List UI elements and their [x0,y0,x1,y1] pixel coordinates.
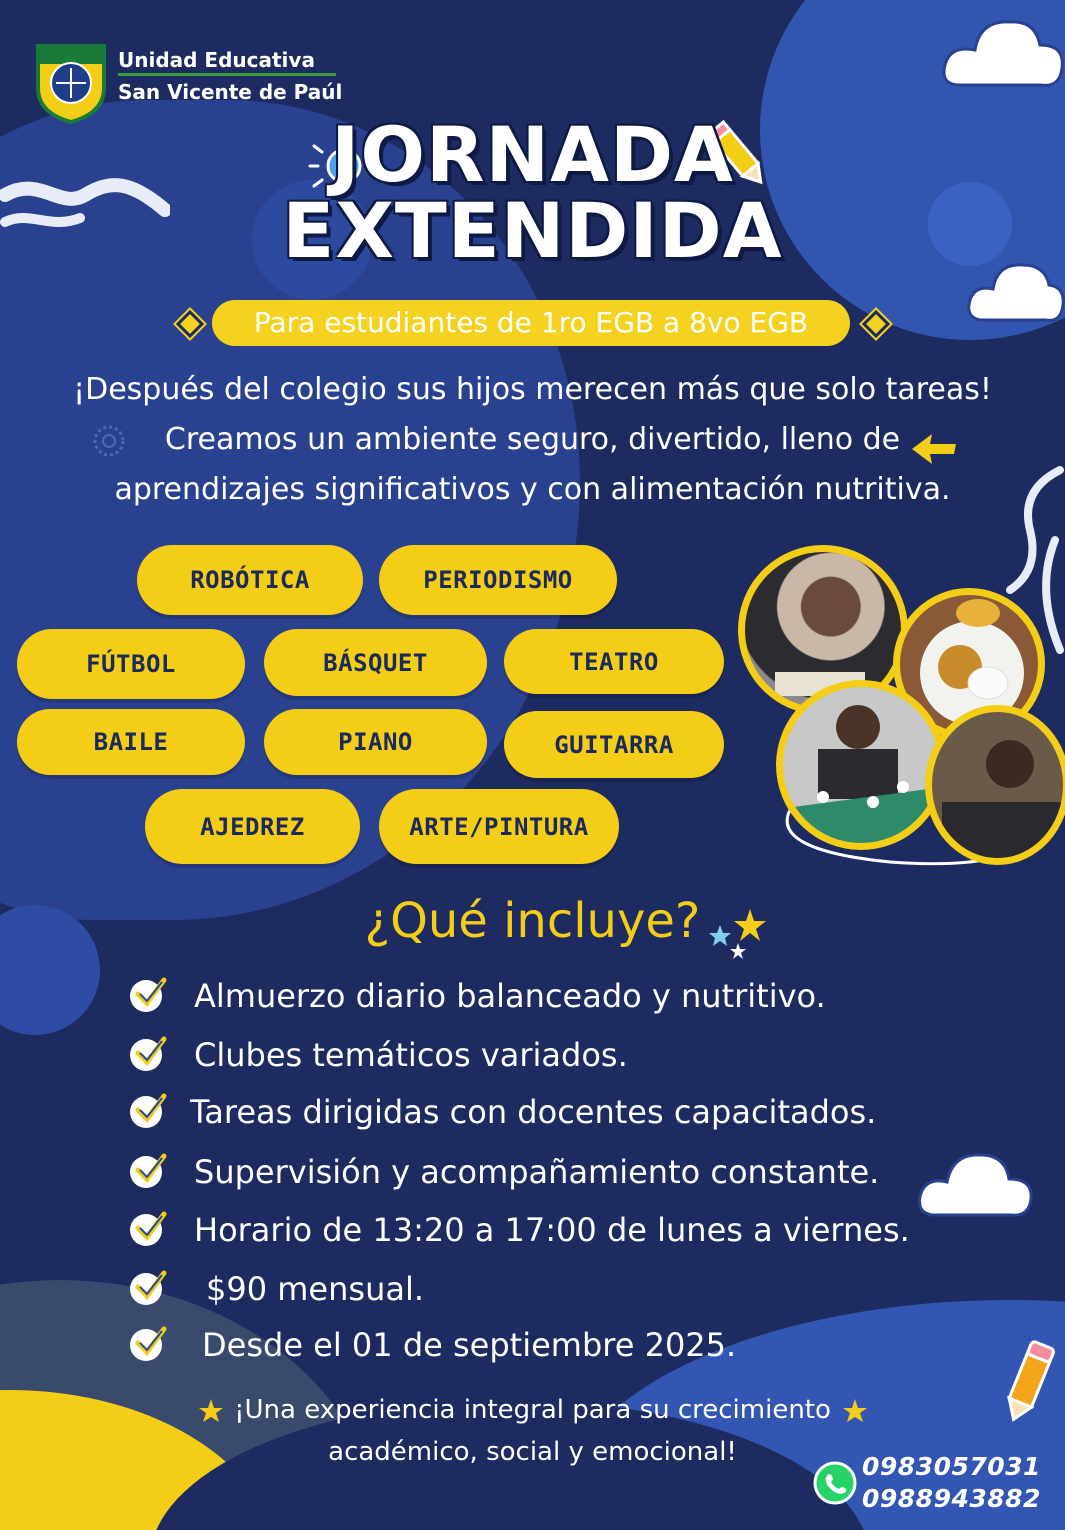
activity-pill: BAILE [17,709,245,775]
include-item-text: Tareas dirigidas con docentes capacitados. [190,1093,877,1131]
checkmark-icon [130,1039,162,1071]
audience-pill: Para estudiantes de 1ro EGB a 8vo EGB [212,300,850,346]
closing-line1: ¡Una experiencia integral para su crecimiento [234,1395,831,1425]
school-name-line1: Unidad Educativa [118,48,315,72]
student-writing-illustration [932,712,1065,865]
intro-line2: Creamos un ambiente seguro, divertido, lleno de [164,422,901,457]
include-item-text: Desde el 01 de septiembre 2025. [202,1326,737,1364]
photo-student-writing [925,705,1065,865]
school-name-rule [118,73,336,76]
activity-pill: AJEDREZ [145,789,360,864]
closing-line2: académico, social y emocional! [328,1437,737,1467]
checkmark-icon [130,1273,162,1305]
checkmark-icon [130,1329,162,1361]
includes-title: ¿Qué incluye? [364,893,701,949]
cloud-icon [915,1135,1035,1225]
include-item-text: Almuerzo diario balanceado y nutritivo. [194,977,826,1015]
activity-pill: ROBÓTICA [137,545,363,615]
photo-chess-student [776,680,946,850]
include-item-text: $90 mensual. [206,1270,425,1308]
include-item-text: Horario de 13:20 a 17:00 de lunes a viernes. [194,1211,910,1249]
activity-pill: PIANO [264,709,487,775]
cloud-icon [940,0,1065,100]
include-item-text: Clubes temáticos variados. [194,1036,628,1074]
activity-pill: ARTE/PINTURA [379,789,619,864]
activity-pill: PERIODISMO [379,545,617,615]
sparkle-circle-icon [92,424,126,458]
intro-line1: ¡Después del colegio sus hijos merecen más que solo tareas! [73,372,992,407]
phone-number[interactable]: 0983057031 [862,1452,1041,1481]
intro-line3: aprendizajes significativos y con alimentación nutritiva. [114,472,951,507]
checkmark-icon [130,980,162,1012]
phone-number[interactable]: 0988943882 [862,1484,1041,1513]
activity-pill: TEATRO [504,629,724,694]
whatsapp-icon [812,1460,858,1506]
star-icon [842,1398,868,1424]
school-name-line2: San Vicente de Paúl [118,80,343,104]
title-line2: EXTENDIDA [282,186,783,275]
checkmark-icon [130,1096,162,1128]
activity-pill: BÁSQUET [264,629,487,696]
activity-pill: GUITARRA [504,711,724,778]
title-line1: JORNADA [331,110,734,199]
activity-pill: FÚTBOL [17,629,245,699]
checkmark-icon [130,1214,162,1246]
checkmark-icon [130,1156,162,1188]
arrow-left-icon [910,430,960,468]
include-item-text: Supervisión y acompañamiento constante. [194,1153,880,1191]
stars-icon [706,905,768,961]
